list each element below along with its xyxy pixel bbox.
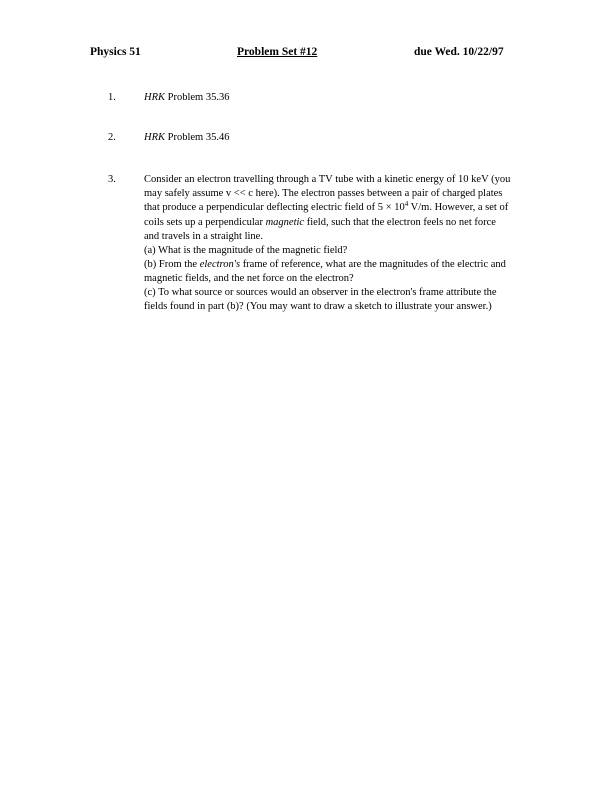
exponent: 4 xyxy=(404,200,409,208)
problem-text xyxy=(144,173,564,314)
text-line xyxy=(144,258,564,272)
text-segment: coils sets up a perpendicular xyxy=(144,217,266,228)
due-date: due Wed. 10/22/97 xyxy=(414,46,504,58)
problem-source: HRK xyxy=(144,92,165,103)
text-line: magnetic fields, and the net force on the electron? xyxy=(144,273,354,284)
times-sign: × 10 xyxy=(383,202,405,213)
text-line: (a) What is the magnitude of the magnetic field? xyxy=(144,245,348,256)
problem-text xyxy=(144,131,564,145)
emphasis-text: magnetic xyxy=(265,217,305,228)
problem-set-title: Problem Set #12 xyxy=(237,46,318,58)
text-segment: V/m. However, a set of xyxy=(408,202,509,213)
header xyxy=(0,46,612,62)
text-line: fields found in part (b)? (You may want to draw a sketch to illustrate your answer.) xyxy=(144,301,492,312)
text-line xyxy=(144,216,564,230)
problem-source: HRK xyxy=(144,132,165,143)
problem-number: 3. xyxy=(108,174,116,185)
emphasis-text: electron's xyxy=(199,259,241,270)
text-segment: field, such that the electron feels no net force xyxy=(304,217,496,228)
problem-reference: Problem 35.36 xyxy=(165,92,230,103)
text-line: and travels in a straight line. xyxy=(144,231,263,242)
text-segment: frame of reference, what are the magnitudes of the electric and xyxy=(240,259,506,270)
problem-number: 1. xyxy=(108,92,116,103)
text-line: Consider an electron travelling through a TV tube with a kinetic energy of 10 keV (you xyxy=(144,174,511,185)
text-line: may safely assume v << c here). The electron passes between a pair of charged plates xyxy=(144,188,503,199)
problem-reference: Problem 35.46 xyxy=(165,132,230,143)
text-line: (c) To what source or sources would an observer in the electron's frame attribute the xyxy=(144,287,497,298)
text-segment: that produce a perpendicular deflecting electric field of 5 xyxy=(144,202,384,213)
text-segment: (b) From the xyxy=(144,259,200,270)
problem-number: 2. xyxy=(108,132,116,143)
course-name: Physics 51 xyxy=(90,46,141,58)
text-line xyxy=(144,201,564,216)
problem-text xyxy=(144,91,564,105)
